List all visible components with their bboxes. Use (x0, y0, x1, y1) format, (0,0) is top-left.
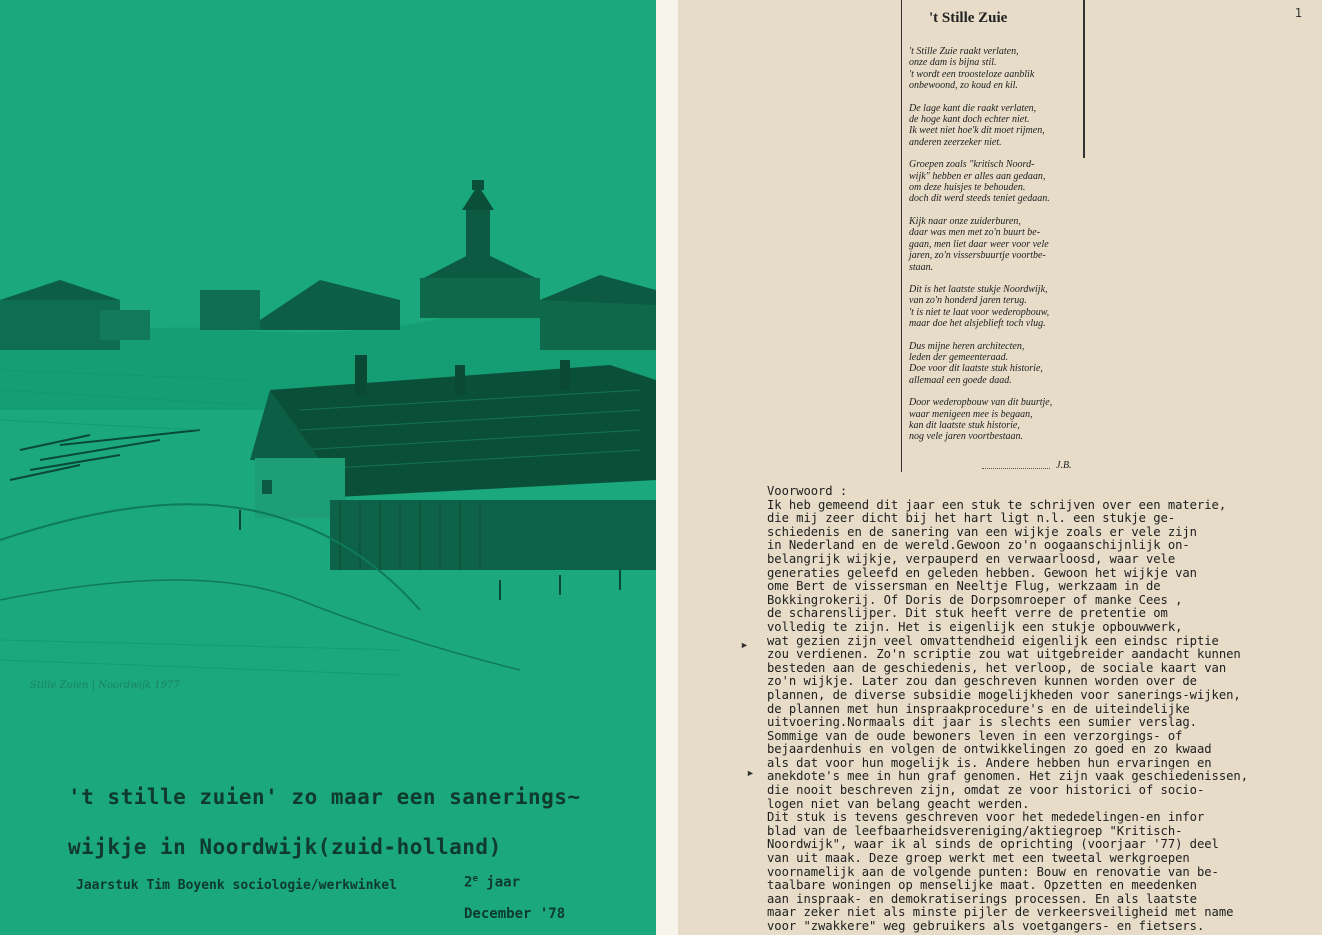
poem-line: Door wederopbouw van dit buurtje, (909, 397, 1053, 409)
typed-line: die mij zeer dicht bij het hart ligt n.l. een stukje ge- (767, 511, 1176, 526)
poem-line: Kijk naar onze zuiderburen, (909, 215, 1021, 227)
typed-line: generaties geleefd en geleden hebben. Gewoon het wijkje van (767, 565, 1197, 580)
cover-page (0, 0, 656, 935)
page-gutter (656, 0, 678, 935)
poem-line: gaan, men liet daar weer voor vele (909, 238, 1049, 250)
typed-line: schiedenis en de sanering van een wijkje zoals er vele zijn (767, 524, 1197, 539)
poem-stanza (909, 341, 1081, 387)
typed-line: besteden aan de geschiedenis, het verloop, de sociale kaart van (767, 660, 1227, 675)
poem-line: doch dit werd steeds teniet gedaan. (909, 193, 1050, 205)
typed-line: maar zeker niet als minste pijler de verkeersveiligheid met name (767, 905, 1234, 920)
poem-line: staan. (909, 261, 934, 273)
typed-line: anekdote's mee in hun graf genomen. Het zijn vaak geschiedenissen, (767, 769, 1248, 784)
typed-line: plannen, de diverse subsidie mogelijkheden voor sanerings-wijken, (767, 687, 1241, 702)
cover-year-label: jaar (486, 874, 521, 891)
cover-year-suffix: e (472, 874, 478, 884)
poem-stanza (909, 103, 1081, 149)
poem-line: nog vele jaren voortbestaan. (909, 431, 1024, 443)
poem-stanza (909, 397, 1081, 443)
typed-line: belangrijk wijkje, verpauperd en verwaarloosd, waar vele (767, 551, 1176, 566)
cover-year (464, 874, 520, 891)
poem-clipping (901, 0, 1084, 472)
poem-line: 't Stille Zuie raakt verlaten, (909, 46, 1019, 57)
typed-line: als dat voor hun mogelijk is. Andere hebben hun ervaringen en (767, 755, 1212, 770)
typed-line: voor "zwakkere" weg gebruikers als voetgangers- en fietsers. (767, 919, 1205, 933)
poem-line: Ik weet niet hoe'k dit moet rijmen, (909, 125, 1045, 137)
poem-line: wijk" hebben er alles aan gedaan, (909, 170, 1046, 182)
margin-mark: ► (740, 640, 749, 650)
typed-line: zou verdienen. Zo'n scriptie zou wat uitgebreider aandacht kunnen (767, 647, 1241, 662)
poem-line: Doe voor dit laatste stuk historie, (909, 363, 1043, 375)
typed-line: blad van de leefbaarheidsvereniging/aktiegroep "Kritisch- (767, 823, 1183, 838)
typed-line: die nooit beschreven zijn, omdat ze voor historici of socio- (767, 783, 1205, 798)
poem-line: maar doe het alsjeblieft toch vlug. (909, 318, 1046, 330)
poem-line: kan dit laatste stuk historie, (909, 419, 1020, 431)
margin-mark: ► (746, 768, 755, 778)
poem-line: 't wordt een troosteloze aanblik (909, 68, 1035, 80)
poem-line: De lage kant die raakt verlaten, (909, 102, 1037, 114)
poem-line: onze dam is bijna stil. (909, 57, 997, 69)
poem-line: van zo'n honderd jaren terug. (909, 295, 1027, 307)
typed-line: Noordwijk", waar ik al sinds de oprichting (voorjaar '77) deel (767, 837, 1219, 852)
artist-signature: Stille Zuien | Noordwijk 1977 (30, 680, 180, 691)
poem-line: jaren, zo'n vissersbuurtje voortbe- (909, 250, 1046, 262)
poem-line: anderen zeerzeker niet. (909, 136, 1002, 148)
village-etching-illustration (0, 180, 656, 700)
cover-title-line-2: wijkje in Noordwijk(zuid-holland) (68, 835, 502, 859)
poem-line: waar menigeen mee is begaan, (909, 408, 1033, 420)
typed-line: Bokkingrokerij. Of Doris de Dorpsomroeper of manke Cees , (767, 592, 1183, 607)
typed-line: de plannen met hun inspraakprocedure's en de uiteindelijke (767, 701, 1190, 716)
cover-year-number: 2 (464, 874, 473, 891)
poem-line: onbewoond, zo koud en kil. (909, 80, 1018, 92)
poem-line: om deze huisjes te behouden. (909, 182, 1026, 194)
typed-line: bejaardenhuis en volgen de ontwikkelingen zo goed en zo kwaad (767, 742, 1212, 757)
poem-title: 't Stille Zuie (929, 10, 1008, 26)
typed-line: uitvoering.Normaals dit jaar is slechts een sumier verslag. (767, 715, 1197, 730)
cover-date: December '78 (464, 906, 566, 922)
cover-subtitle: Jaarstuk Tim Boyenk sociologie/werkwinkel (76, 878, 397, 893)
poem-stanza (909, 216, 1081, 273)
poem-signature: J.B. (1056, 460, 1072, 471)
typed-line: Dit stuk is tevens geschreven voor het mededelingen-en infor (767, 810, 1205, 825)
typed-line: wat gezien zijn veel omvattendheid eigenlijk een eindsc riptie (767, 633, 1219, 648)
poem-line: allemaal een goede daad. (909, 374, 1012, 386)
typed-page (678, 0, 1322, 935)
signature-dotted-line (982, 468, 1050, 469)
poem-line: leden der gemeenteraad. (909, 351, 1009, 363)
clipping-border-right (1083, 0, 1085, 158)
typed-line: de scharenslijper. Dit stuk heeft verre de pretentie om (767, 606, 1168, 621)
poem-stanza (909, 159, 1081, 205)
foreword-heading: Voorwoord : (767, 484, 848, 498)
typed-line: Ik heb gemeend dit jaar een stuk te schrijven over een materie, (767, 497, 1227, 512)
typed-line: van uit maak. Deze groep werkt met een tweetal werkgroepen (767, 851, 1190, 866)
typed-line: logen niet van belang geacht werden. (767, 796, 1030, 811)
foreword-text (767, 485, 1315, 934)
page-number: 1 (1294, 6, 1302, 20)
typed-line: zo'n wijkje. Later zou dan geschreven kunnen worden over de (767, 674, 1197, 689)
typed-line: aan inspraak- en demokratiserings processen. En als laatste (767, 891, 1197, 906)
poem-line: daar was men met zo'n buurt be- (909, 227, 1041, 239)
typed-line: voornamelijk aan de volgende punten: Bouw en renovatie van be- (767, 864, 1219, 879)
typed-line: in Nederland en de wereld.Gewoon zo'n oogaanschijnlijk on- (767, 538, 1190, 553)
typed-line: Sommige van de oude bewoners leven in een verzorgings- of (767, 728, 1183, 743)
cover-title (68, 772, 628, 872)
cover-title-line-1: 't stille zuien' zo maar een sanerings~ (68, 785, 581, 809)
typed-line: ome Bert de vissersman en Neeltje Flug, werkzaam in de (767, 579, 1161, 594)
typed-line: volledig te zijn. Het is eigenlijk een stukje opbouwwerk, (767, 619, 1183, 634)
poem-body (909, 46, 1081, 454)
poem-line: Dus mijne heren architecten, (909, 340, 1025, 352)
poem-stanza (909, 284, 1081, 330)
poem-line: 't is niet te laat voor wederopbouw, (909, 306, 1050, 318)
poem-line: Dit is het laatste stukje Noordwijk, (909, 283, 1048, 295)
poem-line: de hoge kant doch echter niet. (909, 114, 1030, 126)
typed-line: taalbare woningen op menselijke maat. Opzetten en meedenken (767, 878, 1197, 893)
poem-line: Groepen zoals "kritisch Noord- (909, 159, 1035, 171)
poem-stanza (909, 46, 1081, 92)
